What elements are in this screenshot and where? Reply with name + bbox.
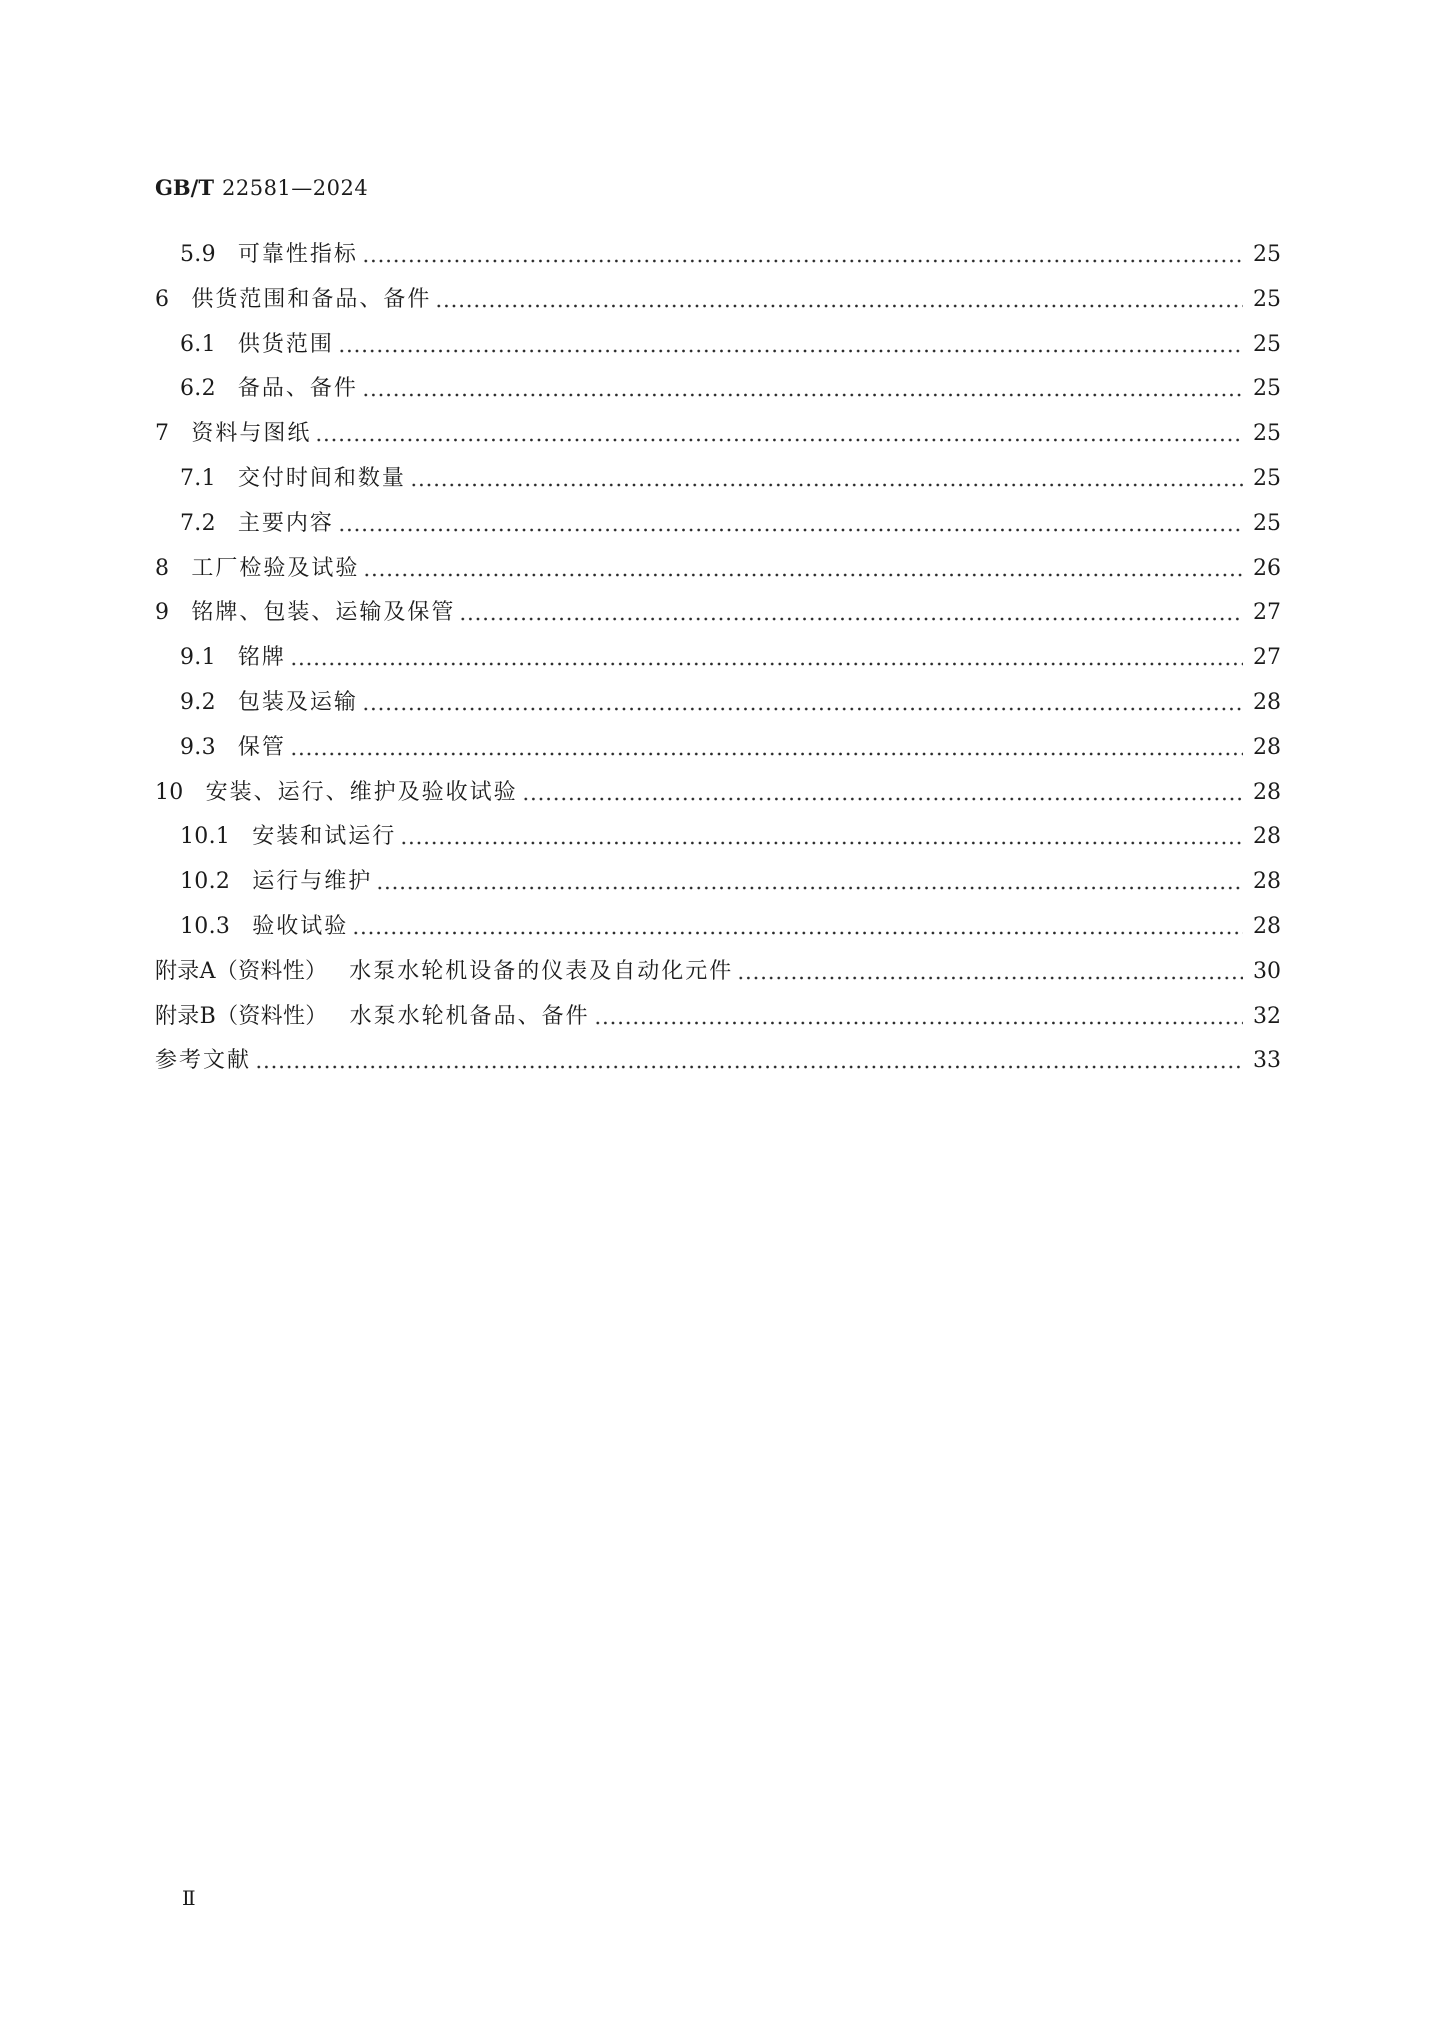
dot-leader xyxy=(376,860,1243,905)
toc-entry xyxy=(155,367,1281,412)
toc-entry xyxy=(155,547,1281,592)
toc-entry xyxy=(155,502,1281,547)
toc-entry-title: 水泵水轮机设备的仪表及自动化元件 xyxy=(349,958,734,984)
toc-entry-title: 安装、运行、维护及验收试验 xyxy=(205,779,518,805)
toc-entry-number: 10.1 xyxy=(180,824,231,850)
toc-entry-title: 铭牌、包装、运输及保管 xyxy=(191,600,456,626)
toc-entry-page: 25 xyxy=(1253,242,1281,267)
dot-leader xyxy=(352,905,1243,950)
toc-entry-title: 工厂检验及试验 xyxy=(191,555,360,581)
toc-entry xyxy=(155,860,1281,905)
toc-entry-number: 9.2 xyxy=(180,689,216,715)
toc-entry-references xyxy=(155,1039,1281,1084)
toc-entry xyxy=(155,591,1281,636)
toc-entry-page: 28 xyxy=(1253,779,1281,805)
toc-entry-number: 6 xyxy=(155,286,170,312)
toc-entry-number: 9.1 xyxy=(180,645,216,671)
toc-entry-appendix xyxy=(155,995,1281,1040)
dot-leader xyxy=(459,591,1243,636)
dot-leader xyxy=(362,233,1243,278)
toc-entry-number: 5.9 xyxy=(180,242,216,267)
toc-entry-page: 30 xyxy=(1253,958,1281,984)
standard-code-number: 22581—2024 xyxy=(221,176,369,200)
toc-entry-page: 33 xyxy=(1253,1048,1281,1074)
toc-entry-page: 28 xyxy=(1253,869,1281,895)
toc-entry-title: 交付时间和数量 xyxy=(237,465,406,491)
standard-code-prefix: GB/T xyxy=(155,175,214,200)
toc-entry-page: 28 xyxy=(1253,734,1281,760)
dot-leader xyxy=(290,726,1243,771)
toc-entry xyxy=(155,905,1281,950)
toc-entry-title: 铭牌 xyxy=(237,645,286,671)
page-number-footer: Ⅱ xyxy=(182,1886,196,1910)
toc-entry-number: 8 xyxy=(155,555,170,581)
toc-entry xyxy=(155,681,1281,726)
toc-entry-title: 可靠性指标 xyxy=(237,242,358,267)
toc-entry-page: 28 xyxy=(1253,824,1281,850)
toc-entry-title: 供货范围 xyxy=(237,331,334,357)
toc-entry-page: 25 xyxy=(1253,331,1281,357)
dot-leader xyxy=(290,636,1243,681)
toc-entry-number: 6.2 xyxy=(180,376,216,402)
toc-entry-number: 9 xyxy=(155,600,170,626)
toc-entry-page: 27 xyxy=(1253,645,1281,671)
table-of-contents xyxy=(155,233,1281,1084)
toc-entry-number: 10.2 xyxy=(180,869,231,895)
toc-entry-page: 28 xyxy=(1253,913,1281,939)
toc-entry xyxy=(155,323,1281,368)
dot-leader xyxy=(363,547,1243,592)
toc-entry-title: 包装及运输 xyxy=(237,689,358,715)
toc-entry-title: 验收试验 xyxy=(252,913,349,939)
dot-leader xyxy=(594,995,1243,1040)
toc-entry-title: 保管 xyxy=(237,734,286,760)
toc-entry-number: 7 xyxy=(155,421,170,447)
standard-code-header xyxy=(155,172,368,204)
toc-entry xyxy=(155,412,1281,457)
toc-entry-page: 26 xyxy=(1253,555,1281,581)
toc-entry-title: 运行与维护 xyxy=(252,869,373,895)
dot-leader xyxy=(737,950,1243,995)
toc-entry xyxy=(155,278,1281,323)
appendix-label: 附录A（资料性） xyxy=(155,958,328,984)
toc-entry-page: 28 xyxy=(1253,689,1281,715)
toc-entry xyxy=(155,726,1281,771)
toc-entry xyxy=(155,457,1281,502)
dot-leader xyxy=(362,367,1243,412)
toc-entry-title: 资料与图纸 xyxy=(191,421,312,447)
toc-entry xyxy=(155,771,1281,816)
toc-entry xyxy=(155,636,1281,681)
toc-entry xyxy=(155,815,1281,860)
toc-entry-number: 6.1 xyxy=(180,331,216,357)
dot-leader xyxy=(410,457,1243,502)
toc-entry-title: 参考文献 xyxy=(155,1048,252,1074)
toc-entry-page: 25 xyxy=(1253,465,1281,491)
toc-entry-number: 10 xyxy=(155,779,184,805)
dot-leader xyxy=(362,681,1243,726)
dot-leader xyxy=(315,412,1243,457)
toc-entry-page: 27 xyxy=(1253,600,1281,626)
toc-entry-title: 供货范围和备品、备件 xyxy=(191,286,432,312)
dot-leader xyxy=(522,771,1243,816)
dot-leader xyxy=(338,323,1243,368)
toc-entry-page: 25 xyxy=(1253,421,1281,447)
dot-leader xyxy=(435,278,1243,323)
dot-leader xyxy=(255,1039,1243,1084)
toc-entry-number: 9.3 xyxy=(180,734,216,760)
dot-leader xyxy=(400,815,1243,860)
toc-entry-appendix xyxy=(155,950,1281,995)
dot-leader xyxy=(338,502,1243,547)
toc-entry-title: 水泵水轮机备品、备件 xyxy=(349,1003,590,1029)
toc-entry-page: 32 xyxy=(1253,1003,1281,1029)
toc-entry-page: 25 xyxy=(1253,510,1281,536)
toc-entry-title: 主要内容 xyxy=(237,510,334,536)
appendix-label: 附录B（资料性） xyxy=(155,1003,328,1029)
toc-entry-number: 7.1 xyxy=(180,465,216,491)
toc-entry-number: 10.3 xyxy=(180,913,231,939)
toc-entry-page: 25 xyxy=(1253,286,1281,312)
toc-entry-title: 安装和试运行 xyxy=(252,824,397,850)
toc-entry-page: 25 xyxy=(1253,376,1281,402)
toc-entry-number: 7.2 xyxy=(180,510,216,536)
toc-entry-title: 备品、备件 xyxy=(237,376,358,402)
toc-entry xyxy=(155,233,1281,278)
